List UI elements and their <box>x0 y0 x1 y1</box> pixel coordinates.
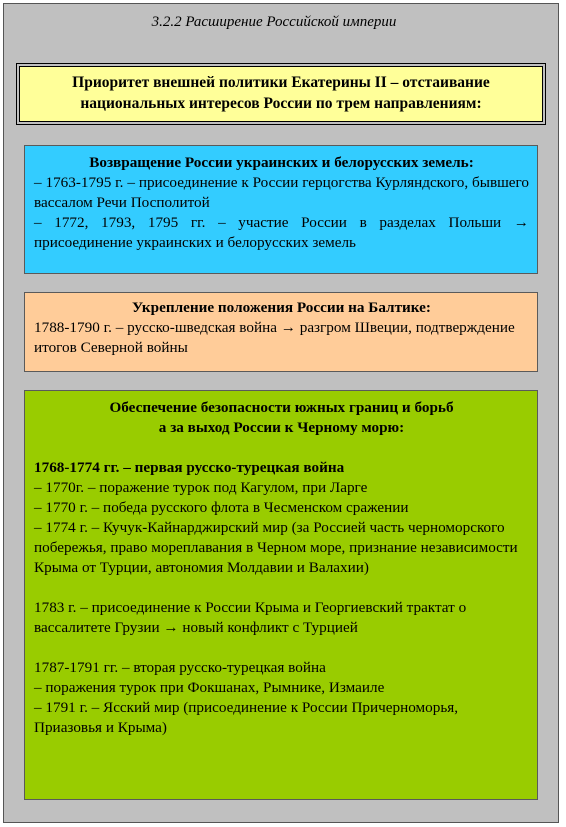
war1-item: – 1770 г. – победа русского флота в Чесменском сражении <box>34 499 409 516</box>
ukraine-belarus-item: – 1772, 1793, 1795 гг. – участие России в разделах Польши → присоединение украинских и белорусских земель <box>34 214 529 251</box>
diagram-frame <box>3 3 559 823</box>
baltic-text: 1788-1790 г. – русско-шведская война → разгром Швеции, подтверждение итогов Северной войны <box>34 319 515 356</box>
priority-box <box>16 63 546 125</box>
south-heading-line-1: Обеспечение безопасности южных границ и борьб <box>109 399 454 416</box>
crimea-text: 1783 г. – присоединение к России Крыма и Георгиевский трактат о вассалитете Грузии → новый конфликт с Турцией <box>34 599 467 636</box>
war2-item: – 1791 г. – Ясский мир (присоединение к России Причерноморья, Приазовья и Крыма) <box>34 699 459 736</box>
priority-text <box>19 66 543 122</box>
spacer <box>34 578 529 598</box>
south-heading-line-2: а за выход России к Черному морю: <box>158 419 405 436</box>
ukraine-belarus-item: – 1763-1795 г. – присоединение к России герцогства Курляндского, бывшего вассалом Речи Посполитой <box>34 174 529 211</box>
priority-line-2: национальных интересов России по трем направлениям: <box>80 95 482 112</box>
baltic-heading: Укрепление положения России на Балтике: <box>132 299 431 316</box>
war2-title: 1787-1791 гг. – вторая русско-турецкая война <box>34 659 326 676</box>
priority-line-1: Приоритет внешней политики Екатерины II – отстаивание <box>72 74 490 91</box>
spacer <box>34 638 529 658</box>
ukraine-belarus-box <box>24 145 538 274</box>
ukraine-belarus-heading: Возвращение России украинских и белорусских земель: <box>89 154 474 171</box>
spacer <box>34 438 529 458</box>
war1-item: – 1770г. – поражение турок под Кагулом, при Ларге <box>34 479 368 496</box>
baltic-box <box>24 292 538 372</box>
south-box <box>24 390 538 800</box>
page-title: 3.2.2 Расширение Российской империи <box>151 14 397 30</box>
war1-title: 1768-1774 гг. – первая русско-турецкая война <box>34 459 345 476</box>
war2-item: – поражения турок при Фокшанах, Рымнике, Измаиле <box>34 679 385 696</box>
war1-item: – 1774 г. – Кучук-Кайнарджирский мир (за Россией часть черноморского побережья, право мореплавания в Черном море, признание независимости Крыма от Турции, автономия Молдавии и Валахии) <box>34 519 518 576</box>
